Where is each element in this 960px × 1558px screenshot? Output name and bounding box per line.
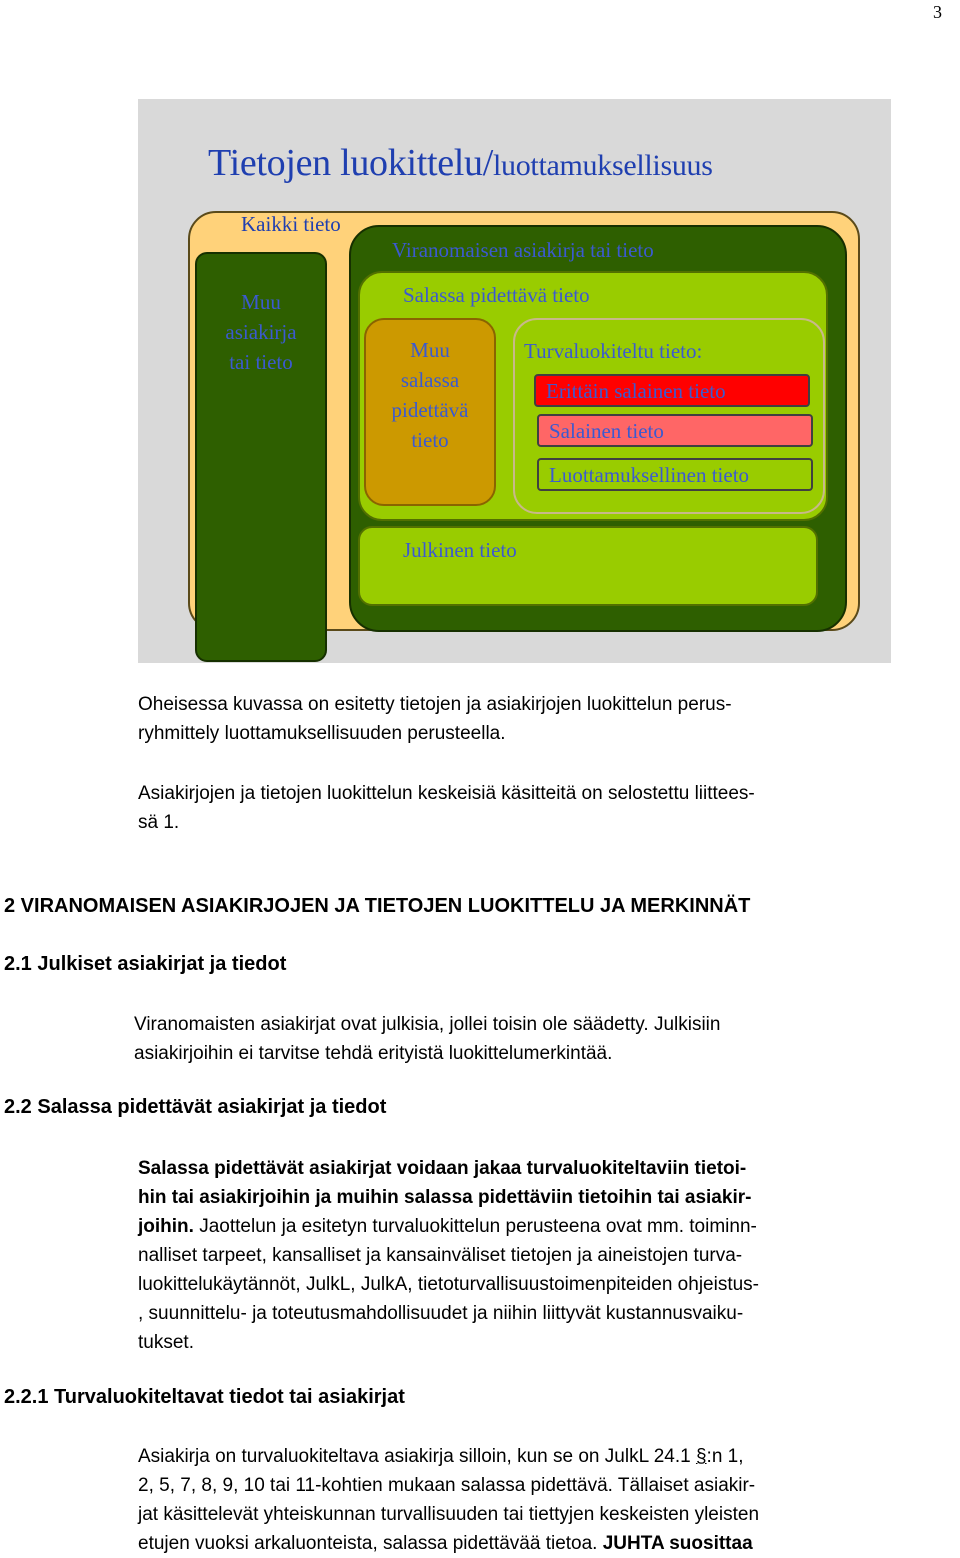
diagram-title-sub: luottamuksellisuus xyxy=(493,149,713,182)
level-top-secret: Erittäin salainen tieto xyxy=(534,374,810,407)
section-2-heading: 2 VIRANOMAISEN ASIAKIRJOJEN JA TIETOJEN LUOKITTELU JA MERKINNÄT xyxy=(4,895,751,917)
text-line: jat käsittelevät yhteiskunnan turvallisuuden tai tiettyjen keskeisten yleisten xyxy=(138,1504,760,1525)
text-line: nalliset tarpeet, kansalliset ja kansainväliset tietojen ja aineistojen turva- xyxy=(138,1245,743,1266)
secret-info-label: Salassa pidettävä tieto xyxy=(403,283,590,307)
text-line: , suunnittelu- ja toteutusmahdollisuudet ja niihin liittyvät kustannusvaiku- xyxy=(138,1303,744,1324)
intro-paragraph-2 xyxy=(138,779,755,837)
other-secret-label xyxy=(370,335,490,455)
section-symbol: § xyxy=(695,1446,707,1467)
text-line: asiakirjoihin ei tarvitse tehdä erityistä luokittelumerkintää. xyxy=(134,1043,613,1064)
other-secret-line: pidettävä xyxy=(391,398,469,422)
section-2-2-1-heading: 2.2.1 Turvaluokiteltavat tiedot tai asiakirjat xyxy=(4,1386,405,1408)
section-2-2-paragraph xyxy=(138,1154,759,1357)
classified-label: Turvaluokiteltu tieto: xyxy=(524,339,703,363)
bold-text: hin tai asiakirjoihin ja muihin salassa pidettäviin tietoihin tai asiakir- xyxy=(138,1187,752,1208)
level-confidential: Luottamuksellinen tieto xyxy=(537,458,813,491)
text-span: Asiakirja on turvaluokiteltava asiakirja silloin, kun se on JulkL 24.1 xyxy=(138,1446,696,1467)
section-2-1-heading: 2.1 Julkiset asiakirjat ja tiedot xyxy=(4,953,287,975)
diagram-title-main: Tietojen luokittelu/ xyxy=(208,142,493,184)
text-line: luokittelukäytännöt, JulkL, JulkA, tietoturvallisuustoimenpiteiden ohjeistus- xyxy=(138,1274,759,1295)
classification-diagram xyxy=(138,99,891,663)
section-2-2-heading: 2.2 Salassa pidettävät asiakirjat ja tiedot xyxy=(4,1096,387,1118)
other-document-line: Muu xyxy=(241,290,281,314)
intro-paragraph-1 xyxy=(138,690,732,748)
other-document-line: tai tieto xyxy=(229,350,293,374)
level-secret: Salainen tieto xyxy=(537,414,813,447)
bold-text: JUHTA suosittaa xyxy=(602,1533,753,1554)
section-2-2-1-paragraph xyxy=(138,1442,759,1558)
other-secret-line: tieto xyxy=(411,428,449,452)
other-document-line: asiakirja xyxy=(225,320,297,344)
authority-document-label: Viranomaisen asiakirja tai tieto xyxy=(392,238,654,262)
text-span: Jaottelun ja esitetyn turvaluokittelun perusteena ovat mm. toiminn- xyxy=(193,1216,757,1237)
other-secret-line: Muu xyxy=(410,338,450,362)
text-line: sä 1. xyxy=(138,812,180,833)
text-line: Viranomaisten asiakirjat ovat julkisia, jollei toisin ole säädetty. Julkisiin xyxy=(134,1014,721,1035)
text-line: Oheisessa kuvassa on esitetty tietojen ja asiakirjojen luokittelun perus- xyxy=(138,694,732,715)
text-line: tukset. xyxy=(138,1332,194,1353)
text-line: Asiakirjojen ja tietojen luokittelun keskeisiä käsitteitä on selostettu liittees- xyxy=(138,783,755,804)
bold-text: joihin. xyxy=(138,1216,194,1237)
text-line: ryhmittely luottamuksellisuuden perusteella. xyxy=(138,723,506,744)
public-info-label: Julkinen tieto xyxy=(403,538,517,562)
other-secret-line: salassa xyxy=(400,368,460,392)
text-line: 2, 5, 7, 8, 9, 10 tai 11-kohtien mukaan salassa pidettävä. Tällaiset asiakir- xyxy=(138,1475,756,1496)
all-info-label: Kaikki tieto xyxy=(241,212,341,236)
text-span: etujen vuoksi arkaluonteista, salassa pidettävää tietoa. xyxy=(138,1533,603,1554)
page-number: 3 xyxy=(933,2,942,22)
text-span: :n 1, xyxy=(706,1446,744,1467)
diagram-title xyxy=(208,141,713,185)
section-2-1-paragraph xyxy=(134,1010,720,1068)
other-document-label xyxy=(208,287,314,377)
bold-text: Salassa pidettävät asiakirjat voidaan jakaa turvaluokiteltaviin tietoi- xyxy=(138,1158,747,1179)
